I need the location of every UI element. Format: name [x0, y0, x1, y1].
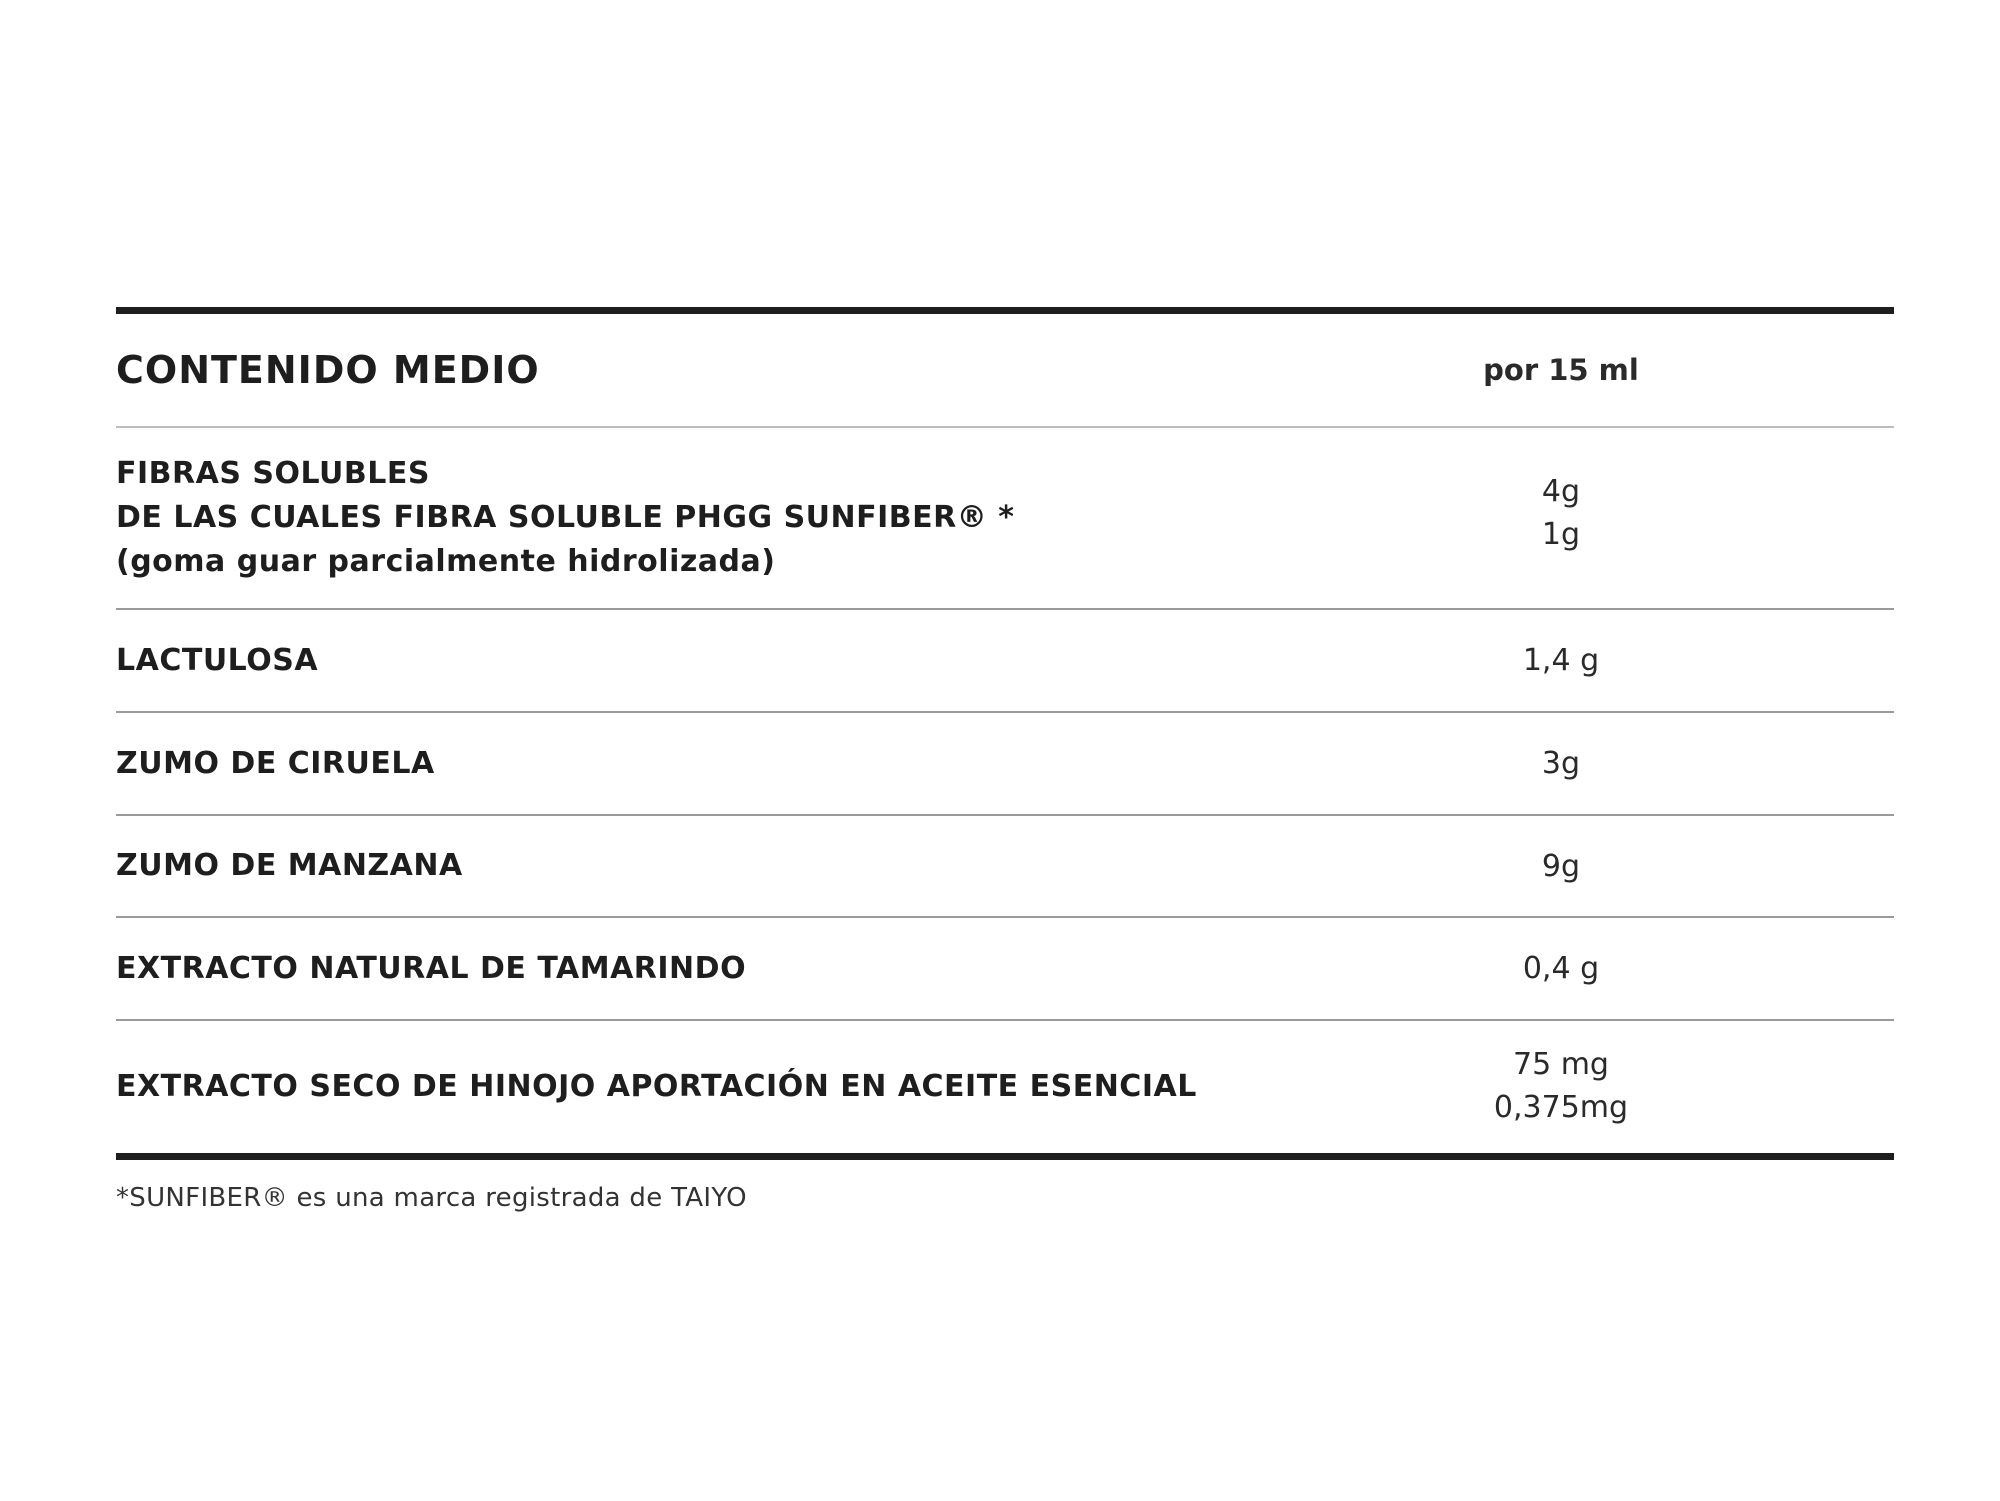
row-label: ZUMO DE MANZANA: [116, 848, 463, 883]
row-value: 3g: [1541, 746, 1581, 781]
nutrition-table: [116, 307, 1894, 1160]
top-rule: [116, 307, 1894, 314]
row-value: 4g 1g: [1541, 474, 1581, 552]
footnote: *SUNFIBER® es una marca registrada de TAIYO: [116, 1183, 747, 1213]
row-value: 75 mg 0,375mg: [1493, 1047, 1629, 1125]
bottom-rule: [116, 1153, 1894, 1160]
row-label: EXTRACTO NATURAL DE TAMARINDO: [116, 950, 747, 986]
row-label: FIBRAS SOLUBLES DE LAS CUALES FIBRA SOLUBLE PHGG SUNFIBER® * (goma guar parcialmente hidrolizada): [116, 456, 1015, 579]
row-value: 1,4 g: [1522, 643, 1600, 678]
table-row: [116, 816, 1894, 916]
row-label: LACTULOSA: [116, 642, 319, 678]
header-label: CONTENIDO MEDIO: [116, 348, 540, 392]
row-label: EXTRACTO SECO DE HINOJO APORTACIÓN EN ACEITE ESENCIAL: [116, 1069, 1197, 1104]
row-value: 0,4 g: [1522, 951, 1600, 986]
table-header: [116, 314, 1894, 426]
header-value: por 15 ml: [1483, 352, 1639, 387]
table-row: [116, 1021, 1894, 1153]
table-row: [116, 610, 1894, 711]
table-row: [116, 713, 1894, 814]
row-value: 9g: [1541, 848, 1581, 884]
row-label: ZUMO DE CIRUELA: [116, 745, 435, 781]
table-row: [116, 428, 1894, 608]
table-row: [116, 918, 1894, 1019]
